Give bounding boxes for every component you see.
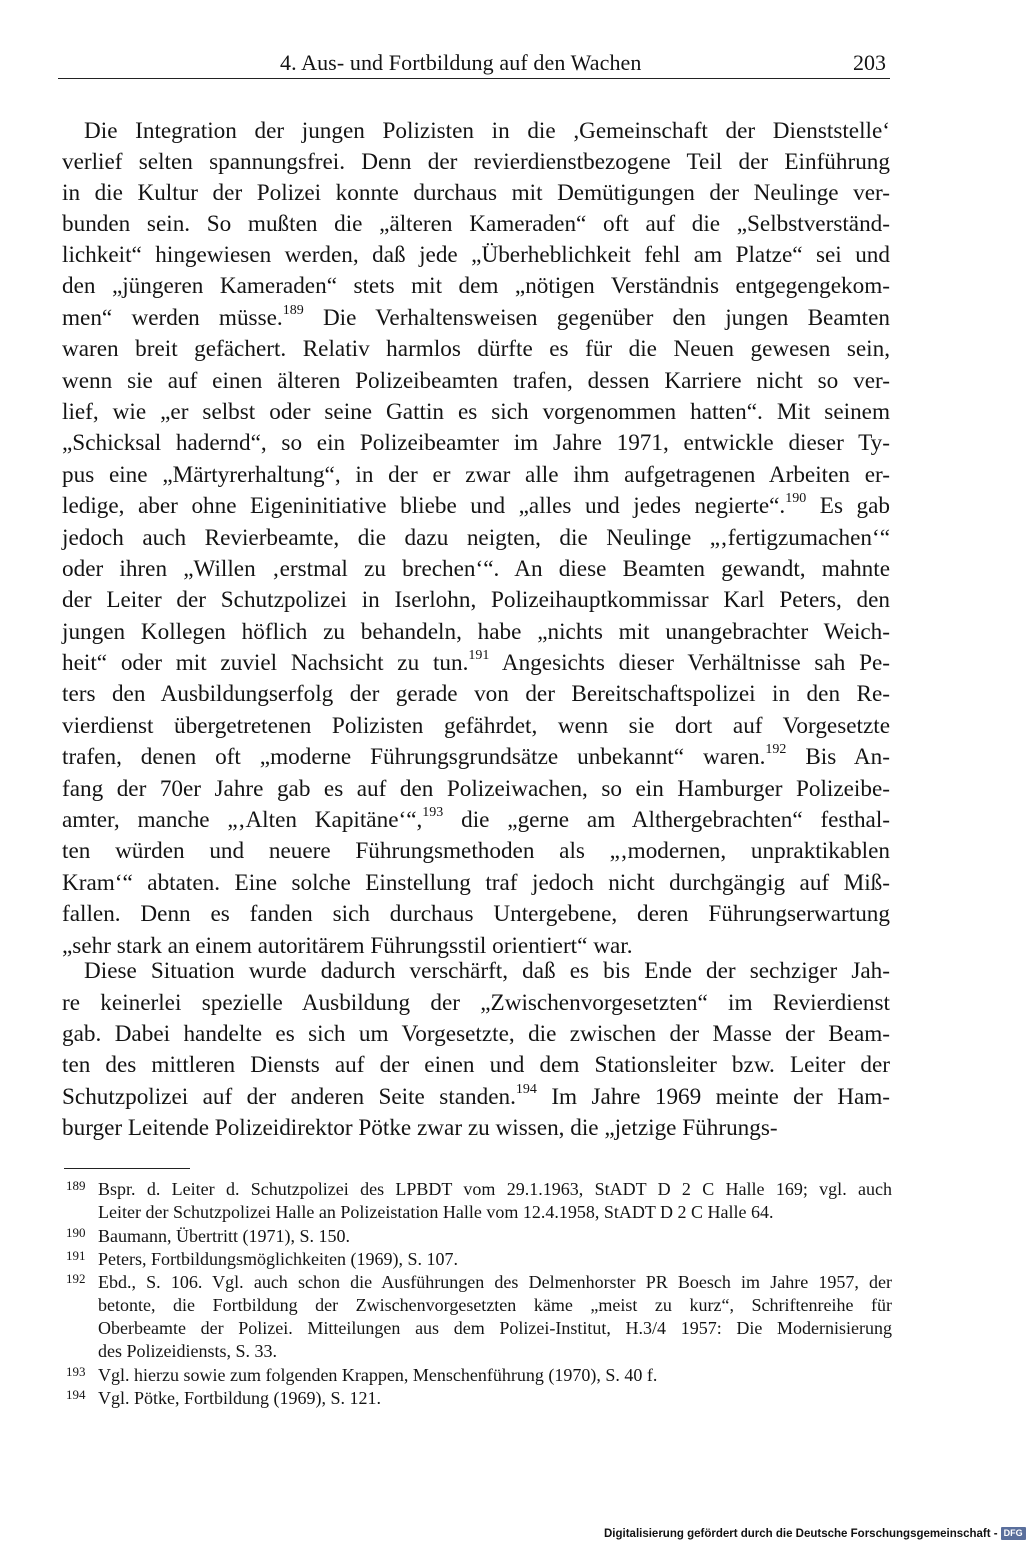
body-line: [62, 648, 890, 679]
body-line: [62, 836, 890, 867]
line-text: pus eine „Märtyrerhaltung“, in der er zwar alle ihm aufgetragenen Arbeiten er-: [62, 462, 890, 488]
running-head-title: 4. Aus- und Fortbildung auf den Wachen: [280, 50, 642, 75]
line-text: jedoch auch Revierbeamte, die dazu neigten, die Neulinge „‚fertigzumachen‘“: [62, 525, 890, 551]
footnote-line: Oberbeamte der Polizei. Mitteilungen aus dem Polizei-Institut, H.3/4 1957: Die Modernisierung: [98, 1318, 892, 1338]
footnote-number: 194: [66, 1387, 86, 1402]
line-text: „Schicksal hadernd“, so ein Polizeibeamter im Jahre 1971, entwickle dieser Ty-: [62, 430, 890, 456]
line-text: ters den Ausbildungserfolg der gerade von der Bereitschaftspolizei in den Re-: [62, 681, 890, 707]
running-header: [58, 50, 890, 79]
body-line: [62, 1113, 778, 1144]
footnote-line: Peters, Fortbildungsmöglichkeiten (1969), S. 107.: [98, 1249, 458, 1269]
footnote-line: Baumann, Übertritt (1971), S. 150.: [98, 1226, 350, 1246]
body-line: [62, 617, 890, 648]
footnote-number: 190: [66, 1225, 86, 1240]
line-text: fallen. Denn es fanden sich durchaus Untergebene, deren Führungserwartung: [62, 901, 890, 927]
line-text: amter, manche „‚Alten Kapitäne‘“,: [62, 807, 423, 833]
digitization-credit-text: Digitalisierung gefördert durch die Deutsche Forschungsgemeinschaft -: [604, 1528, 998, 1540]
line-text: vierdienst übergetretenen Polizisten gefährdet, wenn sie dort auf Vorgesetzte: [62, 713, 890, 739]
line-text: waren breit gefächert. Relativ harmlos dürfte es für die Neuen gewesen sein,: [62, 336, 890, 362]
footnote-line: des Polizeidiensts, S. 33.: [98, 1341, 277, 1361]
line-text: ledige, aber ohne Eigeninitiative bliebe und „alles und jedes negierte“.: [62, 493, 786, 519]
body-line: [62, 366, 890, 397]
footnote-reference: 192: [765, 742, 787, 758]
footnote-line: Bspr. d. Leiter d. Schutzpolizei des LPBDT vom 29.1.1963, StADT D 2 C Halle 169; vgl. auch: [98, 1179, 892, 1199]
line-text: in die Kultur der Polizei konnte durchaus mit Demütigungen der Neulinge ver-: [62, 180, 890, 206]
line-text: heit“ oder mit zuviel Nachsicht zu tun.: [62, 650, 469, 676]
line-text: Angesichts dieser Verhältnisse sah Pe-: [489, 650, 890, 676]
body-line: [62, 428, 890, 459]
body-line: [62, 147, 890, 178]
line-text: „sehr stark an einem autoritärem Führungsstil orientiert“ war.: [62, 933, 633, 959]
body-line: [62, 271, 890, 302]
body-line: [62, 554, 890, 585]
footnote-number: 191: [66, 1248, 86, 1263]
line-text: men“ werden müsse.: [62, 305, 283, 331]
footnote-separator: [64, 1168, 190, 1169]
footnote-line: Vgl. Pötke, Fortbildung (1969), S. 121.: [98, 1388, 382, 1408]
body-line: [62, 988, 890, 1019]
line-text: Diese Situation wurde dadurch verschärft, daß es bis Ende der sechziger Jah-: [84, 958, 890, 984]
line-text: Die Verhaltensweisen gegenüber den jungen Beamten: [303, 305, 891, 331]
footnote-number: 189: [66, 1178, 86, 1193]
line-text: Die Integration der jungen Polizisten in die ,Gemeinschaft der Dienststelle‘: [84, 118, 890, 144]
body-line: [62, 334, 890, 365]
body-line: [84, 956, 890, 987]
body-line: [62, 209, 890, 240]
line-text: verlief selten spannungsfrei. Denn der revierdienstbezogene Teil der Einführung: [62, 149, 890, 175]
body-line: [62, 1082, 890, 1113]
digitization-credit: [604, 1525, 1023, 1543]
line-text: fang der 70er Jahre gab es auf den Polizeiwachen, so ein Hamburger Polizeibe-: [62, 776, 890, 802]
line-text: burger Leitende Polizeidirektor Pötke zwar zu wissen, die „jetzige Führungs-: [62, 1115, 778, 1141]
footnote-line: Leiter der Schutzpolizei Halle an Polizeistation Halle vom 12.4.1958, StADT D 2 C Halle 64.: [98, 1202, 774, 1222]
body-line: [62, 303, 890, 334]
line-text: Schutzpolizei auf der anderen Seite standen.: [62, 1084, 516, 1110]
dfg-logo: DFG: [1001, 1527, 1026, 1540]
body-line: [62, 523, 890, 554]
body-line: [62, 868, 890, 899]
body-line: [62, 1050, 890, 1081]
line-text: bunden sein. So mußten die „älteren Kameraden“ oft auf die „Selbstverständ-: [62, 211, 890, 237]
line-text: gab. Dabei handelte es sich um Vorgesetzte, die zwischen der Masse der Beam-: [62, 1021, 890, 1047]
footnote-reference: 191: [468, 648, 490, 664]
body-line: [62, 679, 890, 710]
body-line: [62, 585, 890, 616]
footnote-reference: 190: [785, 491, 807, 507]
line-text: den „jüngeren Kameraden“ stets mit dem „nötigen Verständnis entgegengekom-: [62, 273, 890, 299]
line-text: Es gab: [806, 493, 890, 519]
line-text: wenn sie auf einen älteren Polizeibeamten trafen, dessen Karriere nicht so ver-: [62, 368, 890, 394]
line-text: ten des mittleren Diensts auf der einen und dem Stationsleiter bzw. Leiter der: [62, 1052, 890, 1078]
body-line: [62, 774, 890, 805]
footnote-reference: 189: [282, 303, 304, 319]
body-line: [62, 742, 890, 773]
footnote-line: betonte, die Fortbildung der Zwischenvorgesetzten käme „meist zu kurz“, Schriftenreihe für: [98, 1295, 892, 1315]
footnote-line: Ebd., S. 106. Vgl. auch schon die Ausführungen des Delmenhorster PR Boesch im Jahre 1957, der: [98, 1272, 892, 1292]
body-line: [62, 711, 890, 742]
body-line: [62, 178, 890, 209]
body-line: [62, 899, 890, 930]
line-text: lichkeit“ hingewiesen werden, daß jede „Überheblichkeit fehl am Platze“ sei und: [62, 242, 890, 268]
line-text: oder ihren „Willen ‚erstmal zu brechen‘“. An diese Beamten gewandt, mahnte: [62, 556, 890, 582]
body-line: [62, 460, 890, 491]
footnote-number: 192: [66, 1271, 86, 1286]
line-text: die „gerne am Althergebrachten“ festhal-: [443, 807, 890, 833]
line-text: trafen, denen oft „moderne Führungsgrundsätze unbekannt“ waren.: [62, 744, 766, 770]
footnote-number: 193: [66, 1364, 86, 1379]
line-text: jungen Kollegen höflich zu behandeln, habe „nichts mit unangebrachter Weich-: [62, 619, 890, 645]
line-text: lief, wie „er selbst oder seine Gattin es sich vorgenommen hatten“. Mit seinem: [62, 399, 890, 425]
line-text: Bis An-: [786, 744, 890, 770]
line-text: re keinerlei spezielle Ausbildung der „Zwischenvorgesetzten“ im Revierdienst: [62, 990, 890, 1016]
body-line: [62, 805, 890, 836]
line-text: der Leiter der Schutzpolizei in Iserlohn, Polizeihauptkommissar Karl Peters, den: [62, 587, 890, 613]
body-line: [84, 116, 890, 147]
line-text: ten würden und neuere Führungsmethoden als „‚modernen, unpraktikablen: [62, 838, 890, 864]
body-line: [62, 240, 890, 271]
footnote-reference: 193: [422, 805, 444, 821]
page-number: 203: [853, 50, 886, 75]
footnote-reference: 194: [515, 1082, 537, 1098]
body-line: [62, 1019, 890, 1050]
body-line: [62, 397, 890, 428]
body-line: [62, 491, 890, 522]
line-text: Kram‘“ abtaten. Eine solche Einstellung traf jedoch nicht durchgängig auf Miß-: [62, 870, 890, 896]
line-text: Im Jahre 1969 meinte der Ham-: [536, 1084, 890, 1110]
footnote-line: Vgl. hierzu sowie zum folgenden Krappen, Menschenführung (1970), S. 40 f.: [98, 1365, 658, 1385]
